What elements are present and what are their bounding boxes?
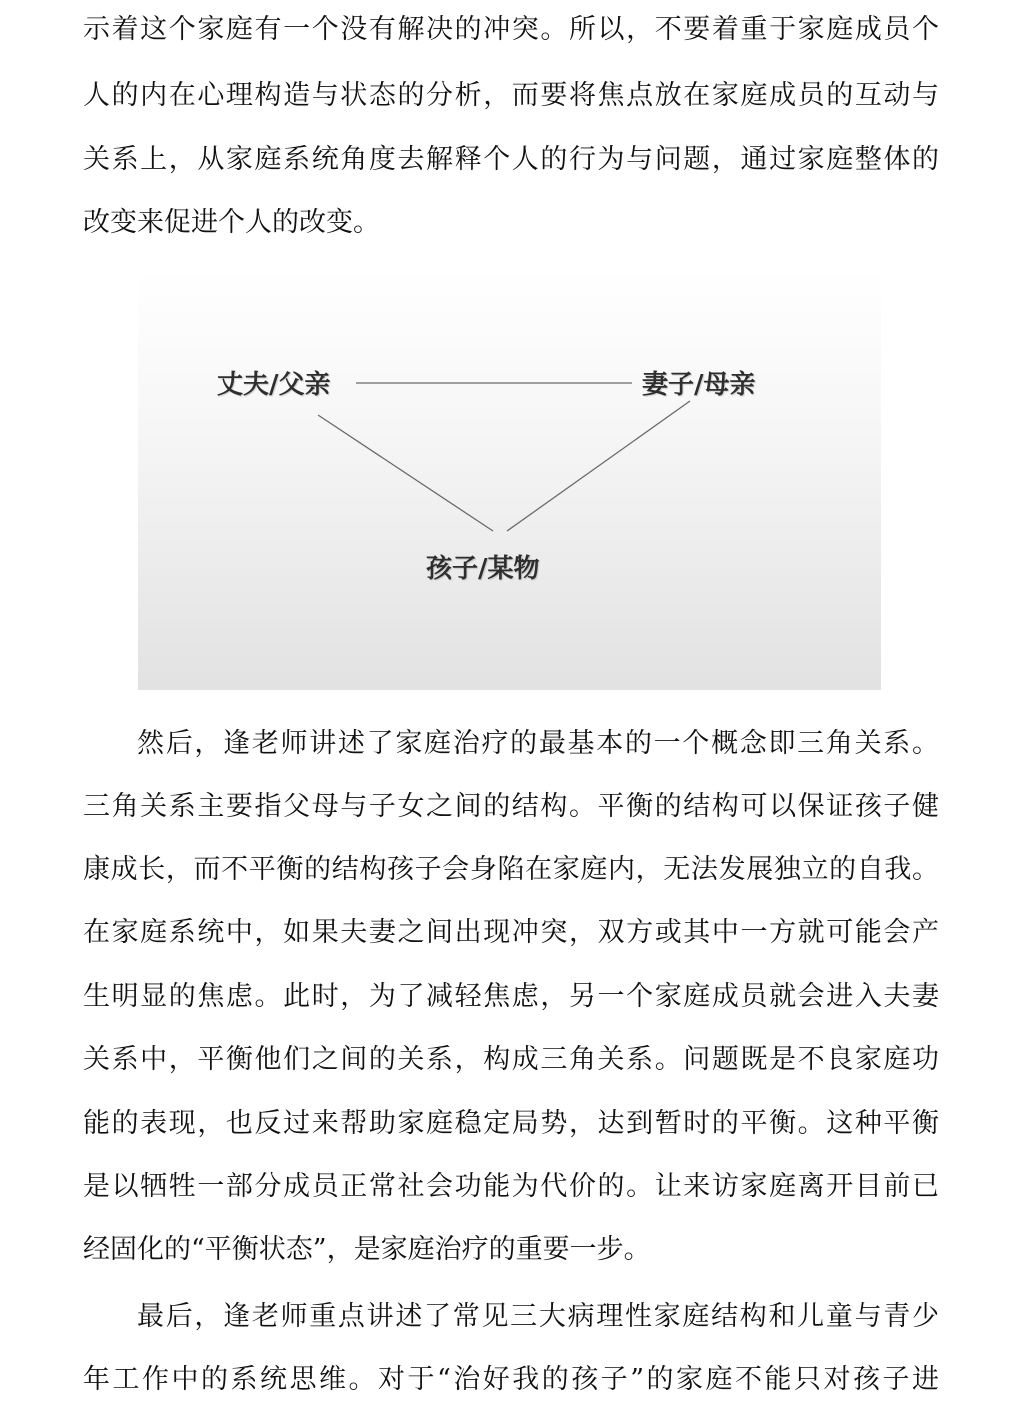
text-line: 最后，逢老师重点讲述了常见三大病理性家庭结构和儿童与青少 [137,1301,939,1332]
text-line: 是以牺牲一部分成员正常社会功能为代价的。让来访家庭离开目前已 [83,1171,939,1202]
edge-husband-child [318,415,493,531]
text-line: 年工作中的系统思维。对于“治好我的孩子”的家庭不能只对孩子进 [83,1364,939,1395]
node-husband-father: 丈夫/父亲 [217,370,331,400]
edge-wife-child [507,401,690,531]
text-line: 三角关系主要指父母与子女之间的结构。平衡的结构可以保证孩子健 [83,791,939,822]
text-line: 然后，逢老师讲述了家庭治疗的最基本的一个概念即三角关系。 [137,728,939,759]
text-line: 改变来促进个人的改变。 [83,207,380,238]
triangle-relationship-diagram [138,268,881,690]
text-line: 康成长，而不平衡的结构孩子会身陷在家庭内，无法发展独立的自我。 [83,854,939,885]
text-line: 关系上，从家庭系统角度去解释个人的行为与问题，通过家庭整体的 [83,144,939,175]
text-line: 关系中，平衡他们之间的关系，构成三角关系。问题既是不良家庭功 [83,1044,939,1075]
node-wife-mother: 妻子/母亲 [642,370,756,400]
text-line: 经固化的“平衡状态”，是家庭治疗的重要一步。 [83,1234,651,1265]
text-line: 在家庭系统中，如果夫妻之间出现冲突，双方或其中一方就可能会产 [83,917,939,948]
text-line: 示着这个家庭有一个没有解决的冲突。所以，不要着重于家庭成员个 [83,14,939,45]
text-line: 人的内在心理构造与状态的分析，而要将焦点放在家庭成员的互动与 [83,80,939,111]
diagram-lines [138,268,881,690]
text-line: 生明显的焦虑。此时，为了减轻焦虑，另一个家庭成员就会进入夫妻 [83,981,939,1012]
text-line: 能的表现，也反过来帮助家庭稳定局势，达到暂时的平衡。这种平衡 [83,1108,939,1139]
node-child-something: 孩子/某物 [426,554,540,584]
